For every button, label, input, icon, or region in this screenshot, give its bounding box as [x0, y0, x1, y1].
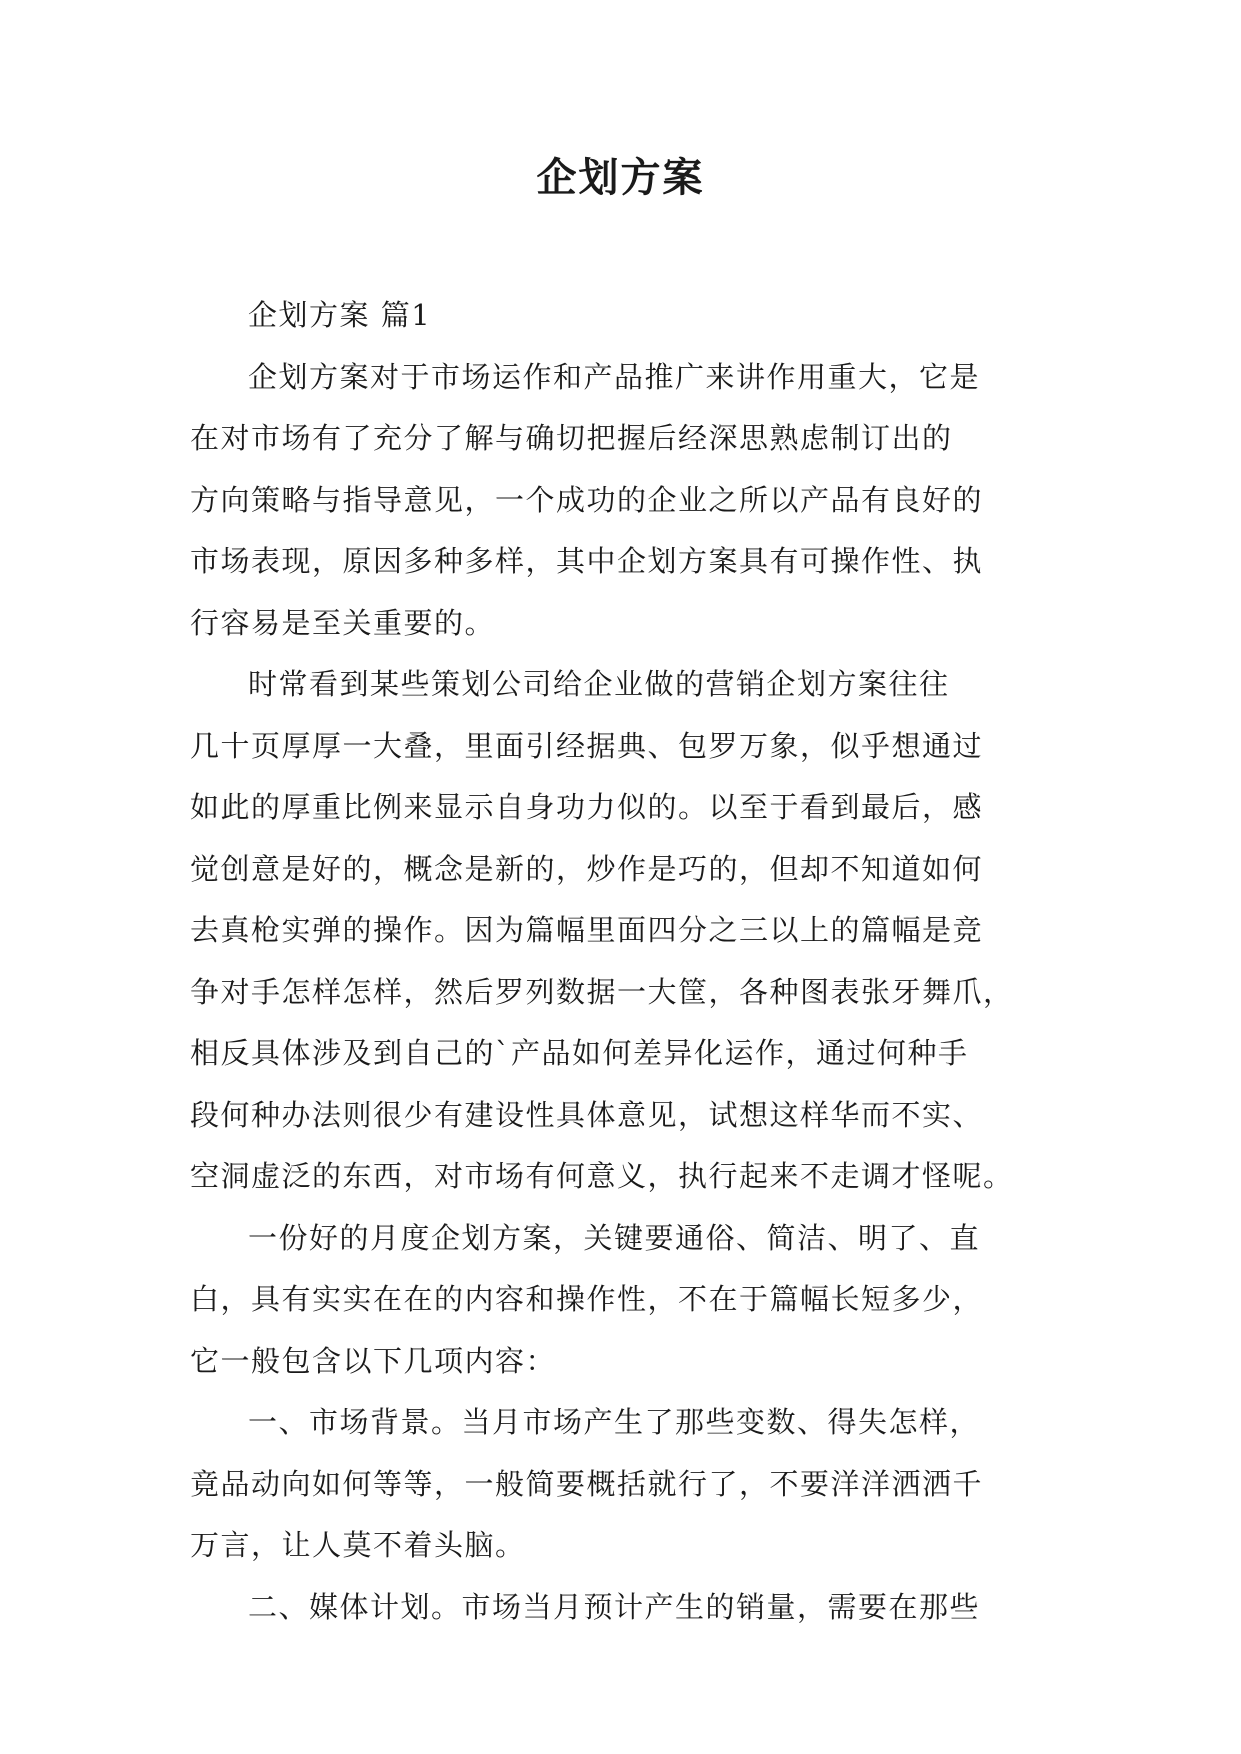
text-line: 一份好的月度企划方案，关键要通俗、简洁、明了、直 [248, 1220, 981, 1255]
text-line: 时常看到某些策划公司给企业做的营销企划方案往往 [248, 667, 950, 701]
text-line: 它一般包含以下几项内容： [190, 1343, 557, 1378]
text-line: 相反具体涉及到自己的`产品如何差异化运作，通过何种手 [190, 1036, 969, 1070]
text-line: 行容易是至关重要的。 [190, 605, 496, 640]
text-line: 如此的厚重比例来显示自身功力似的。以至于看到最后，感 [190, 790, 984, 824]
text-line: 企划方案对于市场运作和产品推广来讲作用重大，它是 [248, 359, 981, 394]
text-line: 万言，让人莫不着头脑。 [190, 1528, 526, 1562]
document-title: 企划方案 [536, 155, 705, 201]
text-line: 竟品动向如何等等，一般简要概括就行了，不要洋洋洒洒千 [190, 1466, 984, 1501]
text-line: 白，具有实实在在的内容和操作性，不在于篇幅长短多少， [190, 1282, 984, 1316]
paragraph-heading [190, 285, 1052, 347]
paragraph [190, 1392, 1052, 1577]
paragraph [190, 347, 1052, 655]
paragraph [190, 1577, 1052, 1639]
document-body [190, 285, 1052, 1638]
text-line: 二、媒体计划。市场当月预计产生的销量，需要在那些 [248, 1589, 981, 1624]
text-line: 市场表现，原因多种多样，其中企划方案具有可操作性、执 [190, 544, 984, 578]
text-line: 空洞虚泛的东西，对市场有何意义，执行起来不走调才怪呢。 [190, 1159, 1014, 1193]
text-line: 一、市场背景。当月市场产生了那些变数、得失怎样， [248, 1405, 981, 1439]
text-line: 几十页厚厚一大叠，里面引经据典、包罗万象，似乎想通过 [190, 728, 984, 763]
text-line: 段何种办法则很少有建设性具体意见，试想这样华而不实、 [190, 1097, 984, 1132]
paragraph [190, 1208, 1052, 1393]
text-line: 争对手怎样怎样，然后罗列数据一大筐，各种图表张牙舞爪， [190, 974, 1014, 1009]
text-line: 在对市场有了充分了解与确切把握后经深思熟虑制订出的 [190, 421, 953, 455]
text-line: 方向策略与指导意见，一个成功的企业之所以产品有良好的 [190, 482, 984, 517]
paragraph [190, 654, 1052, 1208]
text-line: 觉创意是好的，概念是新的，炒作是巧的，但却不知道如何 [190, 851, 984, 886]
text-line: 去真枪实弹的操作。因为篇幅里面四分之三以上的篇幅是竞 [190, 913, 984, 947]
text-line: 企划方案 篇1 [248, 298, 432, 332]
